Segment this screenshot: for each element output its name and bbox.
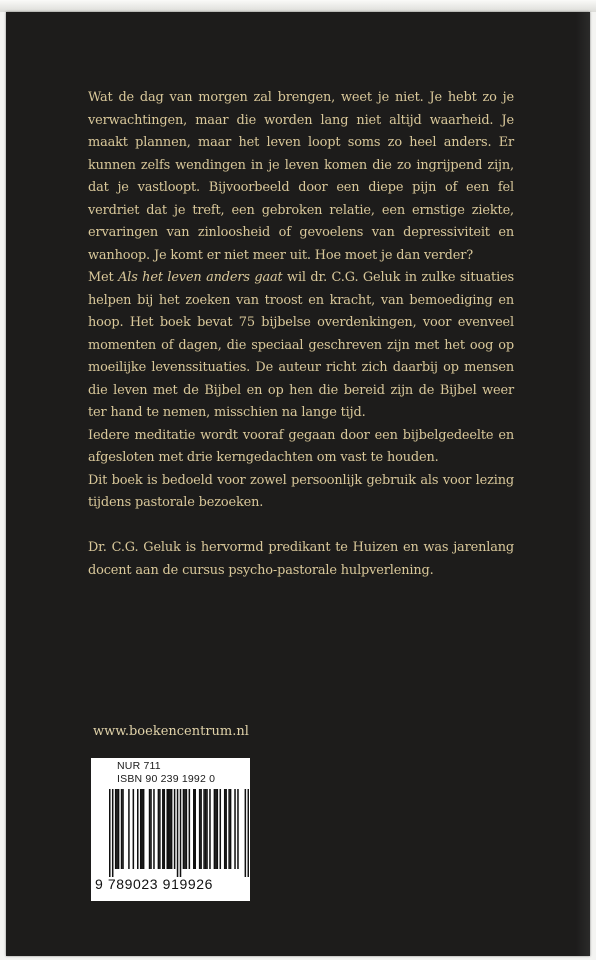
- barcode-bar: [200, 789, 202, 869]
- barcode-bar: [230, 789, 232, 869]
- barcode-bar: [184, 789, 186, 869]
- barcode-bar: [224, 789, 226, 869]
- ean-digits: 9 789023 919926: [95, 876, 213, 892]
- barcode-bar: [150, 789, 152, 869]
- barcode-bar: [133, 789, 135, 869]
- barcode-bar: [220, 789, 222, 869]
- barcode-bar: [194, 789, 196, 869]
- barcode-bar: [158, 789, 160, 869]
- barcode-bar: [199, 789, 201, 869]
- barcode-bar: [225, 789, 227, 869]
- barcode-bar: [248, 789, 249, 877]
- barcode-bar: [217, 789, 219, 869]
- barcode-bar: [174, 789, 176, 869]
- barcode-bar: [177, 789, 179, 877]
- barcode-bar: [186, 789, 188, 869]
- blurb-paragraph-book: [88, 267, 514, 425]
- barcode-bar: [128, 789, 130, 869]
- barcode-label: [91, 758, 250, 901]
- barcode-bar: [171, 789, 173, 869]
- barcode-bar: [164, 789, 166, 869]
- barcode-bar: [118, 789, 120, 869]
- page-edge: [0, 0, 596, 12]
- barcode-bar: [205, 789, 207, 869]
- blurb-paragraph-usage: Dit boek is bedoeld voor zowel persoonlijk gebruik als voor lezing tijdens pastorale bezoeken.: [88, 472, 514, 510]
- nur-code: NUR 711: [117, 760, 161, 772]
- blurb-prefix: Met: [88, 270, 119, 285]
- barcode-bar: [206, 789, 208, 869]
- barcode-bar: [166, 789, 168, 869]
- blurb-paragraph-meditation: Iedere meditatie wordt vooraf gegaan door een bijbelgedeelte en afgesloten met drie kerngedachten om vast te houden.: [88, 427, 514, 465]
- barcode-bar: [228, 789, 230, 869]
- barcode-bar: [149, 789, 151, 869]
- author-bio: Dr. C.G. Geluk is hervormd predikant te Huizen en was jarenlang docent aan de cursus psycho-pastorale hulpverlening.: [88, 540, 514, 578]
- barcode-bar: [143, 789, 145, 869]
- barcode-bar: [112, 789, 114, 877]
- publisher-url: www.boekencentrum.nl: [93, 724, 249, 739]
- barcode-bar: [203, 789, 205, 869]
- barcode-bar: [209, 789, 211, 869]
- barcode-bar: [169, 789, 171, 869]
- barcode-bar: [234, 789, 236, 869]
- book-title: Als het leven anders gaat: [118, 270, 283, 285]
- barcode-bar: [180, 789, 182, 877]
- barcode-bar: [168, 789, 170, 869]
- barcode-bar: [121, 789, 123, 869]
- barcode-bar: [245, 789, 247, 877]
- barcode-bar: [137, 789, 139, 869]
- barcode-bar: [141, 789, 143, 869]
- barcode-bar: [193, 789, 195, 869]
- barcode-bar: [237, 789, 239, 869]
- barcode-icon: [109, 789, 249, 877]
- barcode-bar: [109, 789, 111, 877]
- barcode-bar: [214, 789, 216, 869]
- barcode-bar: [183, 789, 185, 869]
- barcode-bar: [140, 789, 142, 869]
- barcode-bar: [189, 789, 191, 869]
- barcode-bar: [215, 789, 217, 869]
- blurb-book-text: wil dr. C.G. Geluk in zulke situaties helpen bij het zoeken van troost en kracht, van bemoediging en hoop. Het boek bevat 75 bijbelse overdenkingen, voor evenveel momenten of dagen, die speciaal geschreven zijn met het oog op moeilijke levenssituaties. De auteur richt zich daarbij op mensen die leven met de Bijbel en op hen die bereid zijn de Bijbel weer ter hand te nemen, misschien na lange tijd.: [88, 270, 514, 420]
- blurb-paragraph-intro: Wat de dag van morgen zal brengen, weet je niet. Je hebt zo je verwachtingen, maar die worden lang niet altijd waarheid. Je maakt plannen, maar het leven loopt soms zo heel anders. Er kunnen zelfs wendingen in je leven komen die zo ingrijpend zijn, dat je vastloopt. Bijvoorbeeld door een diepe pijn of een fel verdriet dat je treft, een gebroken relatie, een ernstige ziekte, ervaringen van zinloosheid of gevoelens van depressiviteit en wanhoop. Je komt er niet meer uit. Hoe moet je dan verder?: [88, 90, 514, 263]
- isbn-number: ISBN 90 239 1992 0: [117, 773, 216, 785]
- back-cover-blurb: [88, 87, 514, 582]
- barcode-bar: [159, 789, 161, 869]
- barcode-bar: [122, 789, 124, 869]
- barcode-bar: [162, 789, 164, 869]
- barcode-bar: [115, 789, 117, 869]
- barcode-bar: [153, 789, 155, 869]
- barcode-bar: [116, 789, 118, 869]
